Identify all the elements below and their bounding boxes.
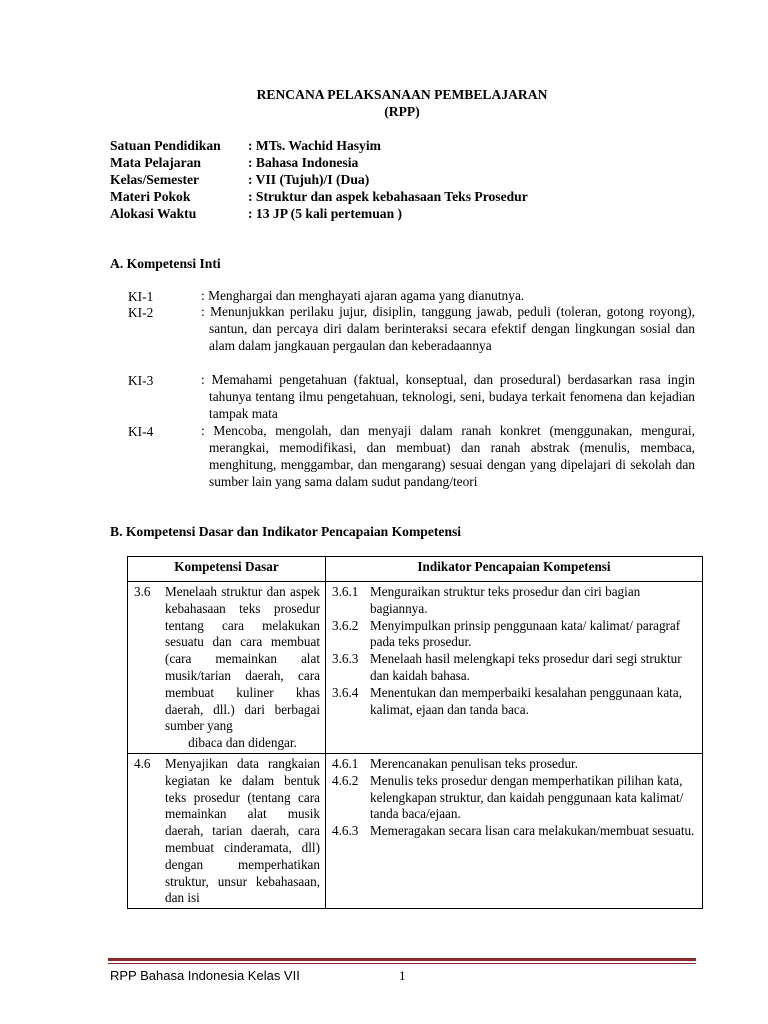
identity-label: Satuan Pendidikan <box>110 138 221 153</box>
indicator-item <box>332 685 697 719</box>
document-title: RENCANA PELAKSANAAN PEMBELAJARAN <box>256 87 548 102</box>
indicator-text: Menguraikan struktur teks prosedur dan ciri bagian bagiannya. <box>370 584 641 616</box>
identity-value: : VII (Tujuh)/I (Dua) <box>248 172 370 187</box>
column-header-indicator: Indikator Pencapaian Kompetensi <box>326 557 703 582</box>
identity-label: Mata Pelajaran <box>110 155 201 170</box>
identity-value: : 13 JP (5 kali pertemuan ) <box>248 206 403 221</box>
indicator-text: Merencanakan penulisan teks prosedur. <box>370 755 578 771</box>
indicator-text: Menelaah hasil melengkapi teks prosedur dari segi struktur dan kaidah bahasa. <box>370 651 682 683</box>
indicator-text: Menentukan dan memperbaiki kesalahan penggunaan kata, kalimat, ejaan dan tanda baca. <box>370 684 682 717</box>
identity-value: : Bahasa Indonesia <box>248 155 359 170</box>
table-header-row <box>128 557 703 582</box>
indicator-number: 4.6.1 <box>332 755 359 771</box>
ki-code: KI-4 <box>128 424 154 439</box>
page-number: 1 <box>399 968 406 983</box>
kd-number: 3.6 <box>134 584 151 599</box>
identity-label: Materi Pokok <box>110 189 191 204</box>
ki-text: : Mencoba, mengolah, dan menyaji dalam ranah konkret (menggunakan, mengurai, merangkai, memodifikasi, dan membuat) dan ranah abstrak (menulis, membaca, menghitung, menggambar, dan mengarang) sesuai dengan yang dipelajari di sekolah dan sumber lain yang sama dalam sudut pandang/teori <box>201 423 695 489</box>
kd-text: Menyajikan data rangkaian kegiatan ke dalam bentuk teks prosedur (tentang cara memainkan alat musik daerah, tarian daerah, cara membuat cinderamata, dll) dengan memperhatikan struktur, unsur kebahasaan, dan isi <box>165 755 320 906</box>
kd-number: 4.6 <box>134 755 151 771</box>
ki-text: : Menunjukkan perilaku jujur, disiplin, tanggung jawab, peduli (toleran, gotong royong), santun, dan percaya diri dalam berinteraksi secara efektif dengan lingkungan sosial dan alam dalam jangkauan pergaulan dan keberadaannya <box>201 304 695 353</box>
indicator-item <box>332 584 697 618</box>
ki-code: KI-3 <box>128 373 154 388</box>
ki-text: : Menghargai dan menghayati ajaran agama yang dianutnya. <box>201 288 525 303</box>
footer-rule-thin <box>108 963 696 964</box>
kd-cell <box>128 582 326 754</box>
indicator-cell <box>326 582 703 754</box>
ki-text: : Memahami pengetahuan (faktual, konseptual, dan prosedural) berdasarkan rasa ingin tahunya tentang ilmu pengetahuan, teknologi, seni, budaya terkait fenomena dan kejadian tampak mata <box>201 372 695 421</box>
indicator-number: 4.6.2 <box>332 772 359 788</box>
kd-text: Menelaah struktur dan aspek kebahasaan teks prosedur tentang cara melakukan sesuatu dan cara membuat (cara memainkan alat musik/tarian daerah, cara membuat kuliner khas daerah, dll.) dari berbagai sumber yang <box>165 584 320 734</box>
table-row <box>128 753 703 908</box>
document-subtitle: (RPP) <box>384 104 420 119</box>
identity-value: : MTs. Wachid Hasyim <box>248 138 381 153</box>
indicator-item <box>332 773 697 823</box>
table-row <box>128 582 703 754</box>
ki-code: KI-2 <box>128 305 154 320</box>
indicator-cell <box>326 753 703 908</box>
indicator-number: 3.6.4 <box>332 684 359 700</box>
indicator-item <box>332 651 697 685</box>
kd-cell <box>128 753 326 908</box>
identity-label: Kelas/Semester <box>110 172 200 187</box>
section-a-heading: A. Kompetensi Inti <box>110 256 221 271</box>
ki-code: KI-1 <box>128 289 154 304</box>
indicator-text: Memeragakan secara lisan cara melakukan/membuat sesuatu. <box>370 823 695 839</box>
identity-label: Alokasi Waktu <box>110 206 197 221</box>
indicator-item <box>332 618 697 652</box>
indicator-item <box>332 823 697 840</box>
indicator-text: Menulis teks prosedur dengan memperhatikan pilihan kata, kelengkapan struktur, dan kaidah penggunaan kata kalimat/ tanda baca/ejaan. <box>370 772 684 822</box>
indicator-item <box>332 756 697 773</box>
section-b-heading: B. Kompetensi Dasar dan Indikator Pencapaian Kompetensi <box>110 524 462 539</box>
column-header-kd: Kompetensi Dasar <box>128 557 326 582</box>
identity-value: : Struktur dan aspek kebahasaan Teks Prosedur <box>248 189 528 204</box>
competency-table <box>127 556 703 909</box>
footer-rule <box>108 958 696 961</box>
indicator-number: 3.6.2 <box>332 617 359 633</box>
indicator-text: Menyimpulkan prinsip penggunaan kata/ kalimat/ paragraf pada teks prosedur. <box>370 617 681 650</box>
indicator-number: 4.6.3 <box>332 823 359 839</box>
indicator-number: 3.6.1 <box>332 584 359 599</box>
indicator-number: 3.6.3 <box>332 651 359 667</box>
footer-text: RPP Bahasa Indonesia Kelas VII <box>110 968 300 983</box>
kd-text-last-line: dibaca dan didengar. <box>188 735 297 751</box>
